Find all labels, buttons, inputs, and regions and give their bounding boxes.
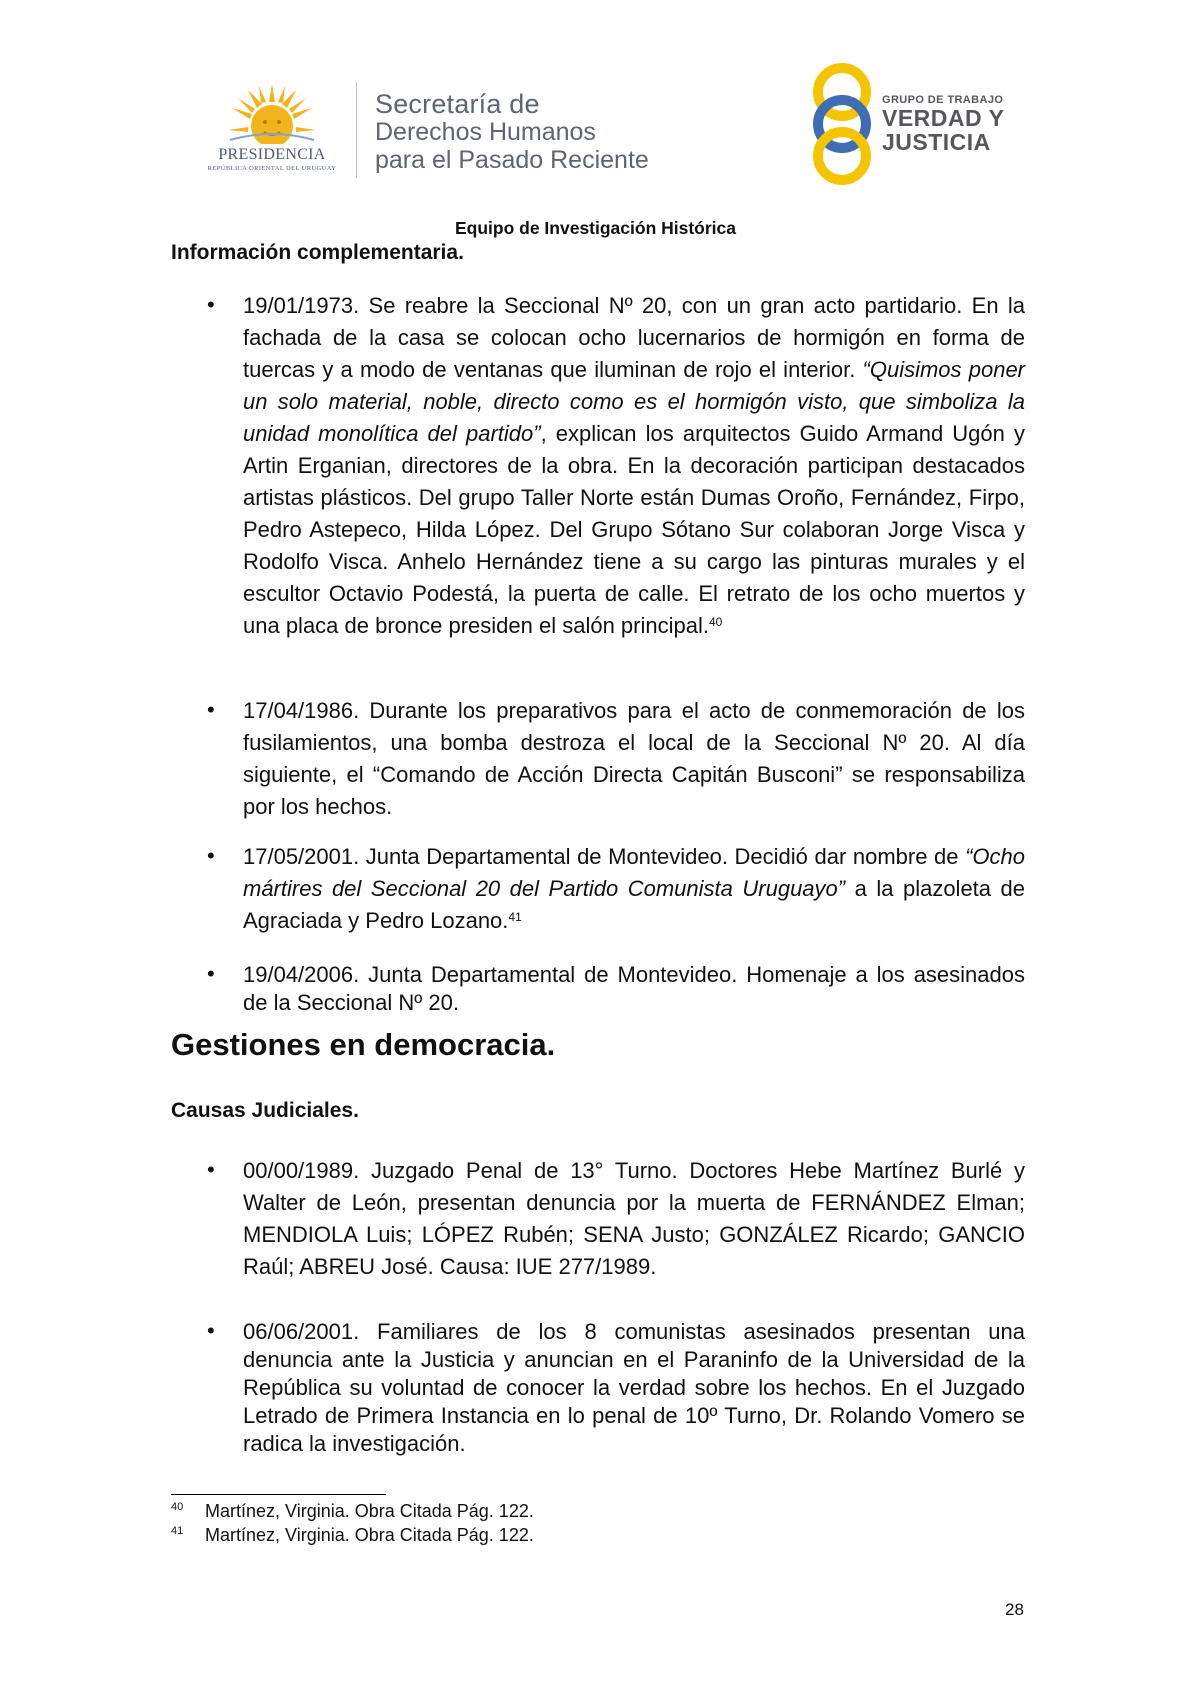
bullet-icon: • bbox=[207, 292, 215, 317]
item-text: 00/00/1989. Juzgado Penal de 13° Turno. Doctores Hebe Martínez Burlé y Walter de León, presentan denuncia por la muerta de FERNÁNDEZ Elman; MENDIOLA Luis; LÓPEZ Rubén; SENA Justo; GONZÁLEZ Ricardo; GANCIO Raúl; ABREU José. Causa: IUE 277/1989. bbox=[243, 1158, 1025, 1279]
presidencia-subtitle: REPÚBLICA ORIENTAL DEL URUGUAY bbox=[207, 165, 337, 172]
item-text: 06/06/2001. Familiares de los 8 comunistas asesinados presentan una denuncia ante la Justicia y anuncian en el Paraninfo de la Universidad de la República su voluntad de conocer la verdad sobre los hechos. En el Juzgado Letrado de Primera Instancia en lo penal de 10º Turno, Dr. Rolando Vomero se radica la investigación. bbox=[243, 1319, 1025, 1456]
subheading-causas: Causas Judiciales. bbox=[171, 1099, 359, 1122]
item-text: 17/04/1986. Durante los preparativos para el acto de conmemoración de los fusilamientos, una bomba destroza el local de la Seccional Nº 20. Al día siguiente, el “Comando de Acción Directa Capitán Busconi” se responsabiliza por los hechos. bbox=[243, 698, 1025, 819]
grupo-trabajo-title bbox=[882, 94, 1004, 154]
secretaria-title bbox=[375, 90, 649, 174]
secretaria-line-1: Secretaría de bbox=[375, 89, 540, 119]
bullet-icon: • bbox=[207, 1157, 215, 1182]
bullet-icon: • bbox=[207, 961, 215, 986]
list-item bbox=[243, 841, 1025, 937]
item-text: 19/04/2006. Junta Departamental de Montevideo. Homenaje a los asesinados de la Seccional Nº 20. bbox=[243, 962, 1025, 1015]
secretaria-line-3: para el Pasado Reciente bbox=[375, 146, 649, 174]
item-text: 17/05/2001. Junta Departamental de Montevideo. Decidió dar nombre de bbox=[243, 844, 966, 869]
sun-icon bbox=[228, 82, 316, 144]
section-heading-gestiones: Gestiones en democracia. bbox=[171, 1027, 556, 1062]
footnote bbox=[171, 1525, 534, 1546]
presidencia-name: PRESIDENCIA bbox=[218, 146, 326, 163]
grupo-line-3: JUSTICIA bbox=[882, 129, 991, 155]
secretaria-line-2: Derechos Humanos bbox=[375, 118, 596, 146]
section-heading-info: Información complementaria. bbox=[171, 241, 464, 264]
bullet-icon: • bbox=[207, 843, 215, 868]
grupo-line-2: VERDAD Y bbox=[882, 105, 1005, 131]
item-text: 19/01/1973. Se reabre la Seccional Nº 20, con un gran acto partidario. En la fachada de la casa se colocan ocho lucernarios de hormigón en forma de tuercas y a modo de ventanas que iluminan de rojo el interior. bbox=[243, 293, 1025, 382]
footnote-ref: 40 bbox=[708, 615, 723, 629]
bullet-icon: • bbox=[207, 697, 215, 722]
footnote-text: Martínez, Virginia. Obra Citada Pág. 122. bbox=[205, 1525, 534, 1545]
header-divider bbox=[356, 82, 357, 178]
list-item bbox=[243, 695, 1025, 823]
footnote-divider bbox=[171, 1494, 386, 1495]
item-quote: “Ocho mártires del Seccional 20 del Partido Comunista Uruguayo” bbox=[243, 844, 1025, 901]
item-text: a la plazoleta de Agraciada y Pedro Lozano. bbox=[243, 876, 1025, 933]
presidencia-logo bbox=[196, 82, 348, 174]
list-item bbox=[243, 961, 1025, 1017]
list-item bbox=[243, 290, 1025, 642]
bullet-icon: • bbox=[207, 1318, 215, 1343]
page-number: 28 bbox=[1005, 1600, 1024, 1619]
footnote bbox=[171, 1501, 534, 1522]
item-quote: “Quisimos poner un solo material, noble, directo como es el hormigón visto, que simboliza la unidad monolítica del partido” bbox=[243, 357, 1025, 446]
item-text: , explican los arquitectos Guido Armand Ugón y Artin Erganian, directores de la obra. En la decoración participan destacados artistas plásticos. Del grupo Taller Norte están Dumas Oroño, Fernández, Firpo, Pedro Astepeco, Hilda López. Del Grupo Sótano Sur colaboran Jorge Visca y Rodolfo Visca. Anhelo Hernández tiene a su cargo las pinturas murales y el escultor Octavio Podestá, la puerta de calle. El retrato de los ocho muertos y una placa de bronce presiden el salón principal. bbox=[243, 421, 1025, 638]
list-item bbox=[243, 1155, 1025, 1283]
team-heading: Equipo de Investigación Histórica bbox=[454, 218, 737, 238]
footnote-text: Martínez, Virginia. Obra Citada Pág. 122. bbox=[205, 1501, 534, 1521]
list-item bbox=[243, 1318, 1025, 1458]
footnote-ref: 41 bbox=[508, 910, 522, 924]
grupo-line-1: GRUPO DE TRABAJO bbox=[882, 94, 1004, 106]
footnote-number: 41 bbox=[171, 1525, 184, 1537]
footnote-number: 40 bbox=[171, 1501, 184, 1513]
